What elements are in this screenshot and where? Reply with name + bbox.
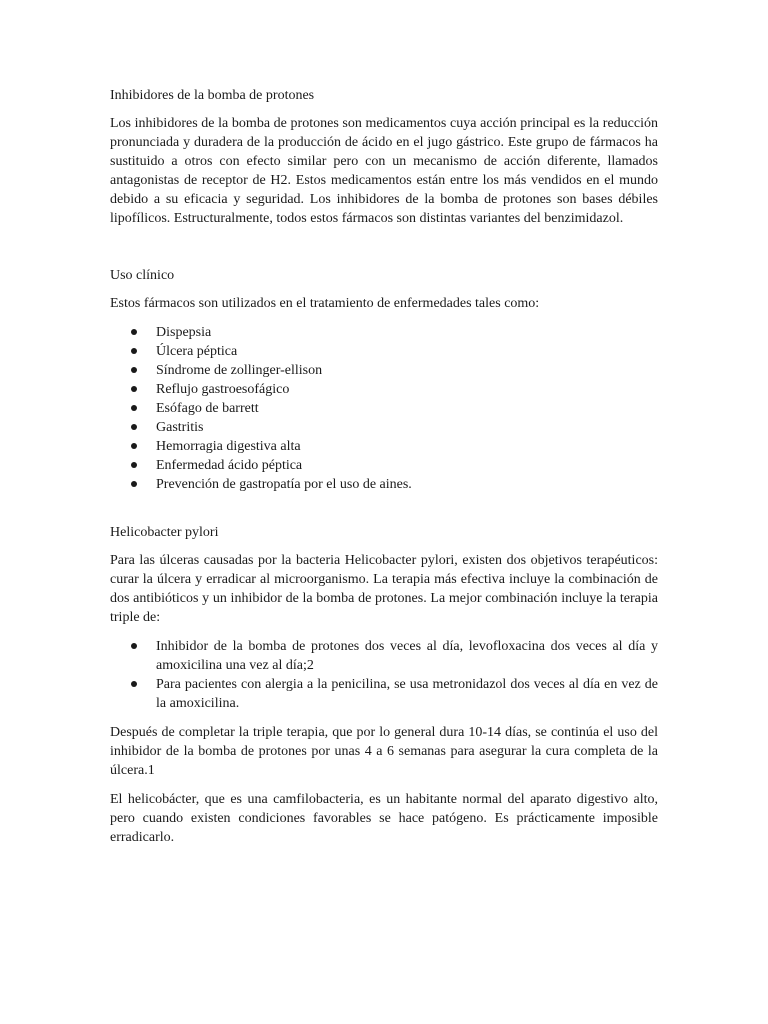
- list-item: [110, 418, 658, 437]
- list-item-text: Inhibidor de la bomba de protones dos veces al día, levofloxacina dos veces al día y amoxicilina una vez al día;2: [156, 639, 658, 673]
- paragraph-clinical-intro: Estos fármacos son utilizados en el tratamiento de enfermedades tales como:: [110, 296, 540, 311]
- section-title-clinical-use: Uso clínico: [110, 268, 175, 283]
- list-item: [110, 323, 658, 342]
- section-title-ppi: Inhibidores de la bomba de protones: [110, 88, 315, 103]
- list-item-text: Síndrome de zollinger-ellison: [156, 363, 323, 378]
- section-title-h-pylori: Helicobacter pylori: [110, 525, 219, 540]
- document-page: [110, 86, 658, 857]
- list-item: [110, 342, 658, 361]
- bullet-icon: [131, 443, 137, 449]
- section-h-pylori: [110, 523, 658, 847]
- clinical-use-list: [110, 323, 658, 494]
- therapy-list: [110, 637, 658, 713]
- bullet-icon: [131, 481, 137, 487]
- bullet-icon: [131, 681, 137, 687]
- list-item: [110, 675, 658, 713]
- list-item: [110, 437, 658, 456]
- list-item: [110, 475, 658, 494]
- list-item: [110, 380, 658, 399]
- section-clinical-use: [110, 266, 658, 494]
- list-item-text: Reflujo gastroesofágico: [156, 382, 290, 397]
- section-ppi: [110, 86, 658, 228]
- list-item: [110, 399, 658, 418]
- paragraph-h-pylori-intro: Para las úlceras causadas por la bacteria Helicobacter pylori, existen dos objetivos terapéuticos: curar la úlcera y erradicar al microorganismo. La terapia más efectiva incluye la combinación de dos antibióticos y un inhibidor de la bomba de protones. La mejor combinación incluye la terapia triple de:: [110, 553, 658, 625]
- list-item: [110, 361, 658, 380]
- paragraph-h-pylori-followup: Después de completar la triple terapia, que por lo general dura 10-14 días, se continúa el uso del inhibidor de la bomba de protones por unas 4 a 6 semanas para asegurar la cura completa de la úlcera.1: [110, 725, 658, 778]
- bullet-icon: [131, 643, 137, 649]
- paragraph-ppi: Los inhibidores de la bomba de protones son medicamentos cuya acción principal es la reducción pronunciada y duradera de la producción de ácido en el jugo gástrico. Este grupo de fármacos ha sustituido a otros con efecto similar pero con un mecanismo de acción diferente, llamados antagonistas de receptor de H2. Estos medicamentos están entre los más vendidos en el mundo debido a su eficacia y seguridad. Los inhibidores de la bomba de protones son bases débiles lipofílicos. Estructuralmente, todos estos fármacos son distintas variantes del benzimidazol.: [110, 116, 658, 226]
- list-item-text: Úlcera péptica: [156, 344, 238, 359]
- list-item: [110, 456, 658, 475]
- bullet-icon: [131, 348, 137, 354]
- list-item-text: Prevención de gastropatía por el uso de aines.: [156, 477, 412, 492]
- list-item-text: Enfermedad ácido péptica: [156, 458, 303, 473]
- list-item: [110, 637, 658, 675]
- list-item-text: Para pacientes con alergia a la penicilina, se usa metronidazol dos veces al día en vez de la amoxicilina.: [156, 677, 658, 711]
- bullet-icon: [131, 367, 137, 373]
- spacer: [110, 504, 658, 523]
- list-item-text: Esófago de barrett: [156, 401, 259, 416]
- list-item-text: Dispepsia: [156, 325, 212, 340]
- paragraph-h-pylori-note: El helicobácter, que es una camfilobacteria, es un habitante normal del aparato digestivo alto, pero cuando existen condiciones favorables se hace patógeno. Es prácticamente imposible erradicarlo.: [110, 792, 658, 845]
- bullet-icon: [131, 424, 137, 430]
- list-item-text: Hemorragia digestiva alta: [156, 439, 301, 454]
- spacer: [110, 238, 658, 266]
- list-item-text: Gastritis: [156, 420, 204, 435]
- bullet-icon: [131, 329, 137, 335]
- bullet-icon: [131, 405, 137, 411]
- bullet-icon: [131, 386, 137, 392]
- bullet-icon: [131, 462, 137, 468]
